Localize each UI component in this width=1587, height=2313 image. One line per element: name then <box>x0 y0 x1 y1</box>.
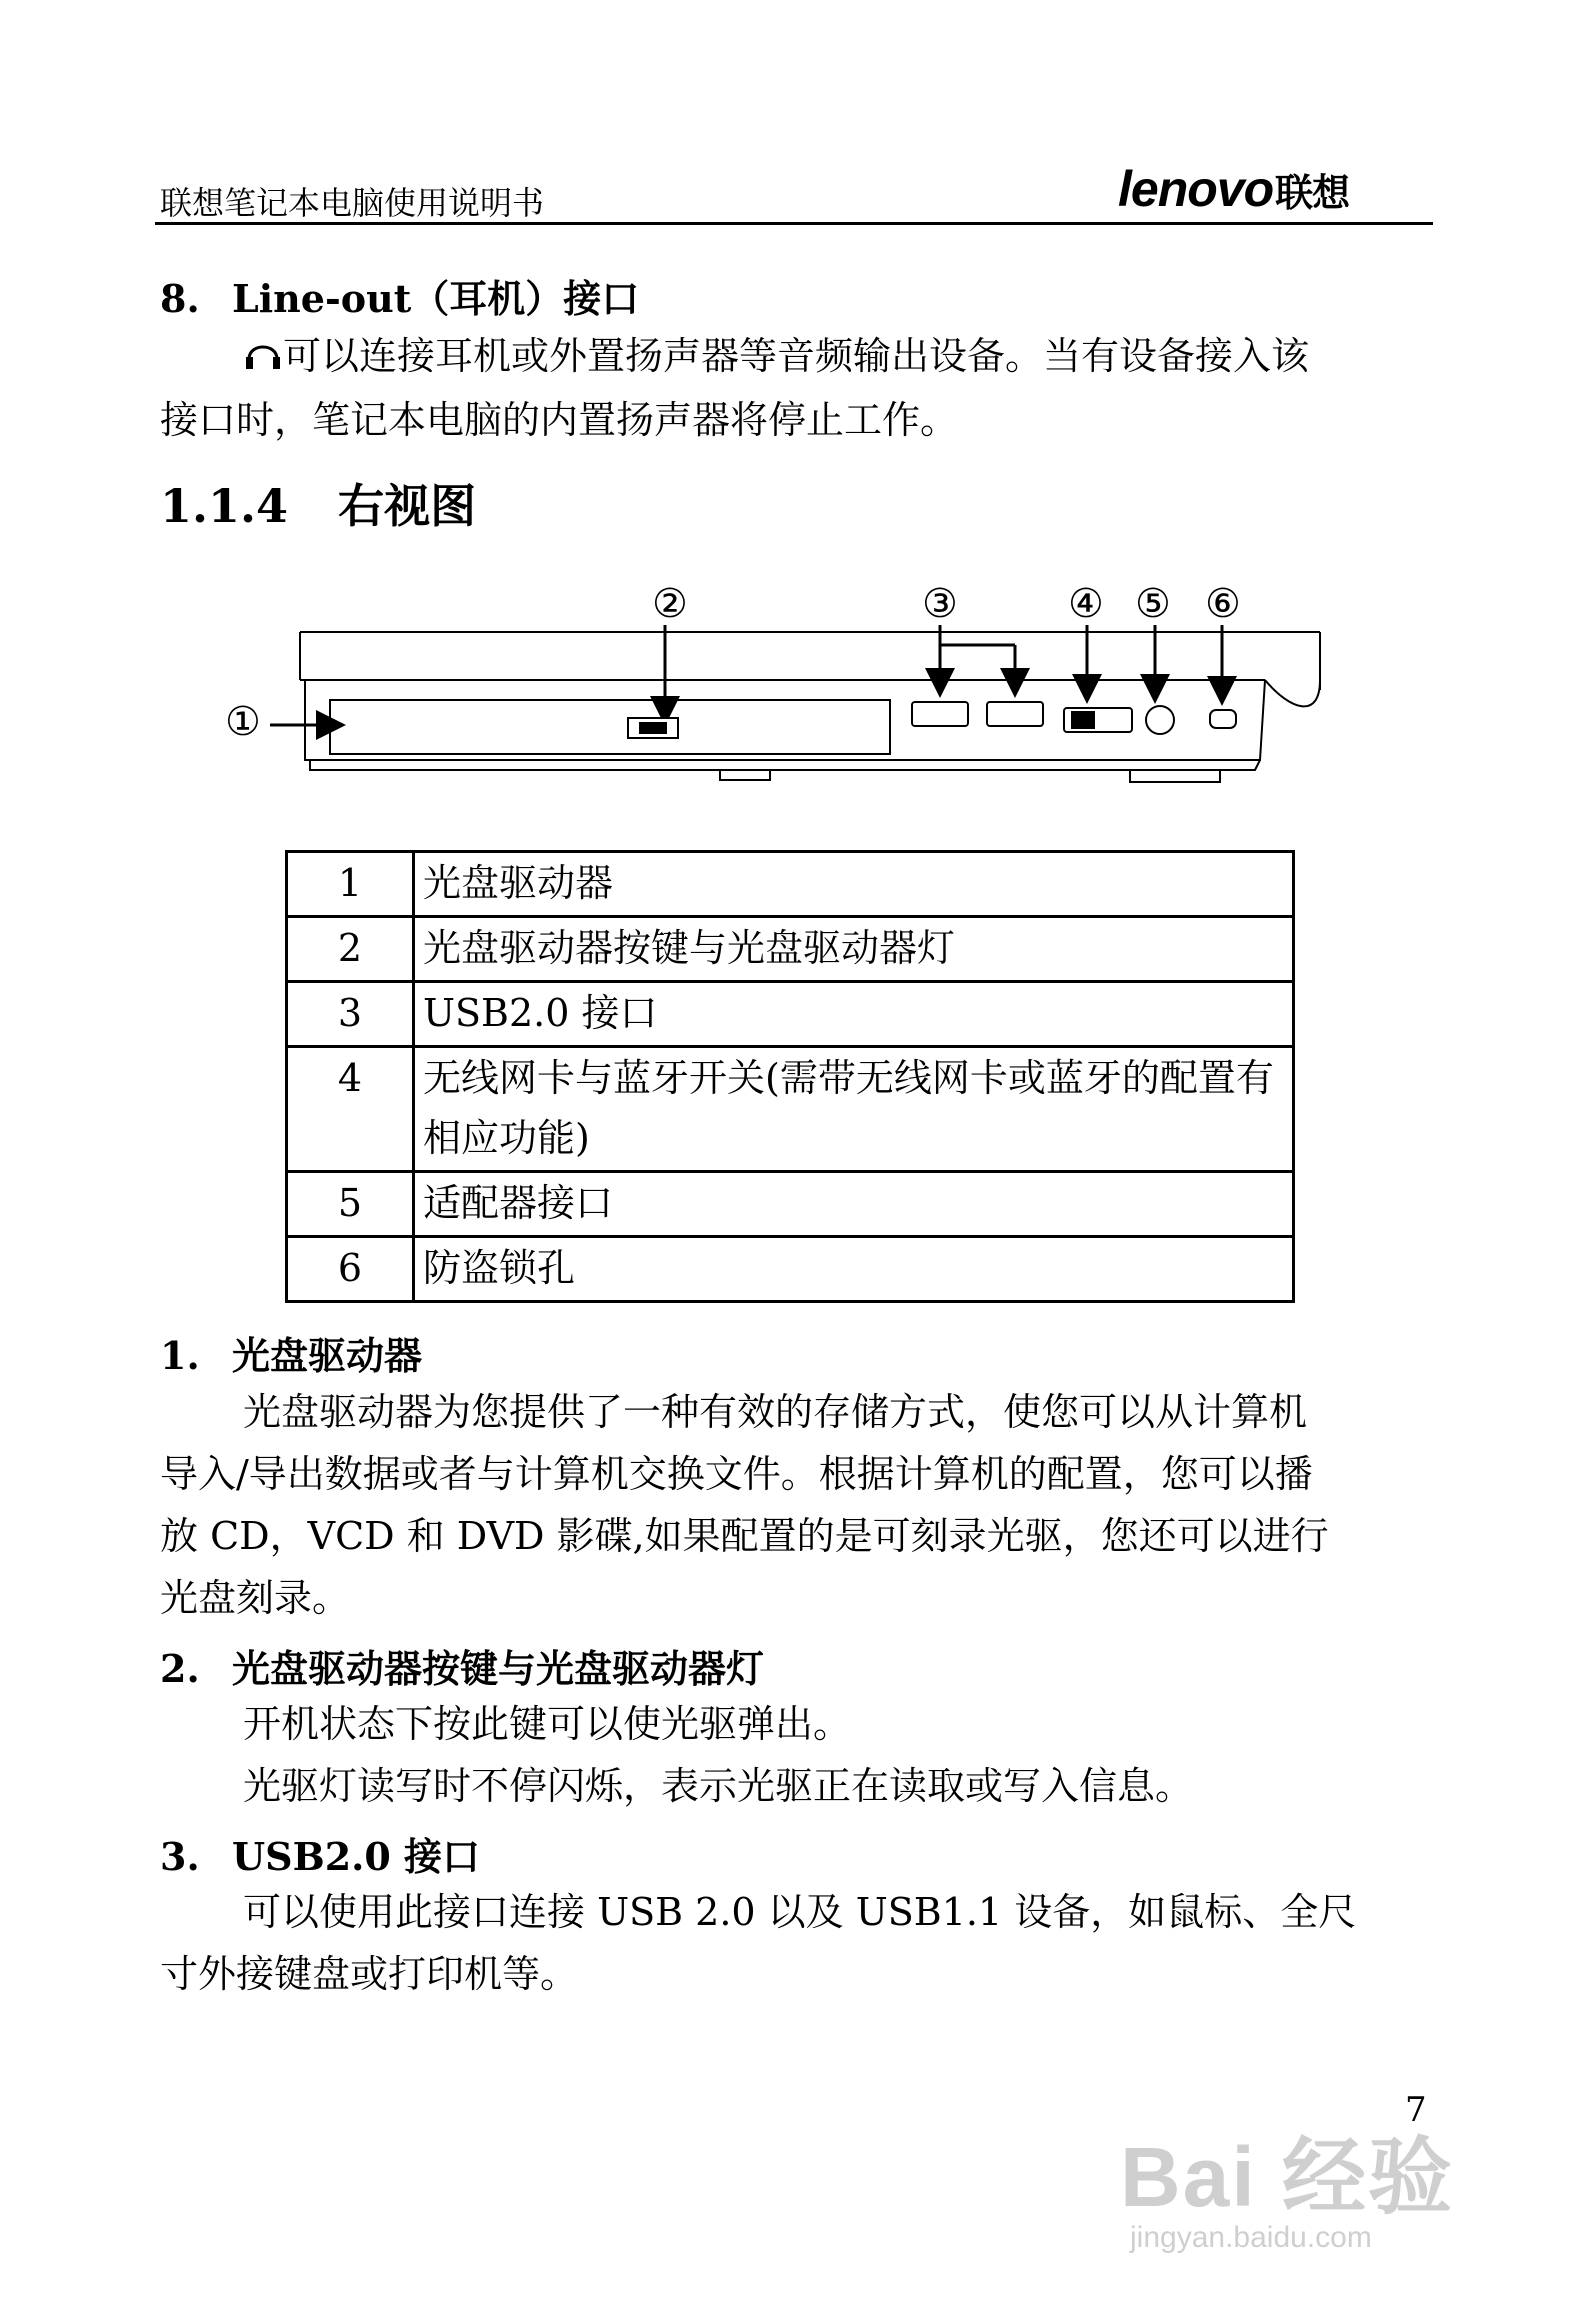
item2-line1: 开机状态下按此键可以使光驱弹出。 <box>243 1702 852 1746</box>
legend-table <box>285 850 1295 1303</box>
security-lock-slot <box>1210 710 1236 728</box>
item3-heading <box>160 1826 480 1881</box>
item2-heading <box>160 1638 764 1693</box>
headphone-icon <box>243 333 283 373</box>
logo-text: lenovo <box>1118 161 1274 217</box>
item2-line2: 光驱灯读写时不停闪烁，表示光驱正在读取或写入信息。 <box>243 1764 1194 1808</box>
table-row <box>287 852 1294 917</box>
table-row <box>287 1047 1294 1172</box>
item1-number: 1. <box>160 1333 200 1378</box>
item3-line1: 可以使用此接口连接 USB 2.0 以及 USB1.1 设备，如鼠标、全尺 <box>243 1890 1357 1934</box>
logo-cn: 联想 <box>1275 173 1350 215</box>
item2-number: 2. <box>160 1646 200 1691</box>
section8-text-line1: 可以连接耳机或外置扬声器等音频输出设备。当有设备接入该 <box>283 334 1310 378</box>
header-title: 联想笔记本电脑使用说明书 <box>160 184 545 222</box>
item1-line2: 导入/导出数据或者与计算机交换文件。根据计算机的配置，您可以播 <box>160 1452 1313 1496</box>
item3-number: 3. <box>160 1834 200 1879</box>
item1-line3: 放 CD，VCD 和 DVD 影碟,如果配置的是可刻录光驱，您还可以进行 <box>160 1514 1329 1558</box>
section-number: 1.1.4 <box>160 479 289 533</box>
callout-3: ③ <box>922 581 958 627</box>
item1-line1: 光盘驱动器为您提供了一种有效的存储方式，使您可以从计算机 <box>243 1390 1308 1434</box>
section-title: 右视图 <box>338 479 477 533</box>
section8-number: 8. <box>160 276 200 321</box>
section8-line1 <box>243 324 1309 388</box>
section8-title: Line-out（耳机）接口 <box>232 276 640 321</box>
item2-title: 光盘驱动器按键与光盘驱动器灯 <box>232 1646 765 1691</box>
table-row <box>287 982 1294 1047</box>
row-label: USB2.0 接口 <box>414 982 1294 1047</box>
callout-4: ④ <box>1068 581 1104 627</box>
callout-5: ⑤ <box>1135 581 1171 627</box>
adapter-port <box>1146 706 1174 734</box>
item1-heading <box>160 1325 422 1380</box>
item1-title: 光盘驱动器 <box>232 1333 423 1378</box>
item1-line4: 光盘刻录。 <box>160 1576 351 1620</box>
usb-port-1 <box>912 702 968 726</box>
table-row <box>287 1172 1294 1237</box>
row-label: 光盘驱动器按键与光盘驱动器灯 <box>414 917 1294 982</box>
watermark-url: jingyan.baidu.com <box>1130 2221 1372 2254</box>
item3-line2: 寸外接键盘或打印机等。 <box>160 1952 579 1996</box>
row-num: 3 <box>287 982 414 1047</box>
right-view-diagram <box>200 570 1350 830</box>
usb-port-2 <box>987 702 1043 726</box>
section8-line2: 接口时，笔记本电脑的内置扬声器将停止工作。 <box>160 398 959 442</box>
header-divider <box>155 222 1433 225</box>
row-num: 6 <box>287 1237 414 1302</box>
row-label: 无线网卡与蓝牙开关(需带无线网卡或蓝牙的配置有相应功能) <box>414 1047 1294 1172</box>
callout-2: ② <box>652 581 688 627</box>
callout-6: ⑥ <box>1205 581 1241 627</box>
table-row <box>287 1237 1294 1302</box>
row-num: 4 <box>287 1047 414 1172</box>
callout-1: ① <box>225 699 261 745</box>
row-label: 适配器接口 <box>414 1172 1294 1237</box>
row-label: 光盘驱动器 <box>414 852 1294 917</box>
watermark-brand: Bai 经验 <box>1120 2130 1455 2224</box>
row-label: 防盗锁孔 <box>414 1237 1294 1302</box>
row-num: 1 <box>287 852 414 917</box>
row-num: 5 <box>287 1172 414 1237</box>
row-num: 2 <box>287 917 414 982</box>
baidu-watermark <box>1120 2110 1454 2255</box>
section8-heading <box>160 268 639 323</box>
section-heading <box>160 470 476 536</box>
page-number: 7 <box>1405 2090 1427 2130</box>
item3-title: USB2.0 接口 <box>232 1834 481 1879</box>
table-row <box>287 917 1294 982</box>
lenovo-logo <box>1118 160 1349 218</box>
